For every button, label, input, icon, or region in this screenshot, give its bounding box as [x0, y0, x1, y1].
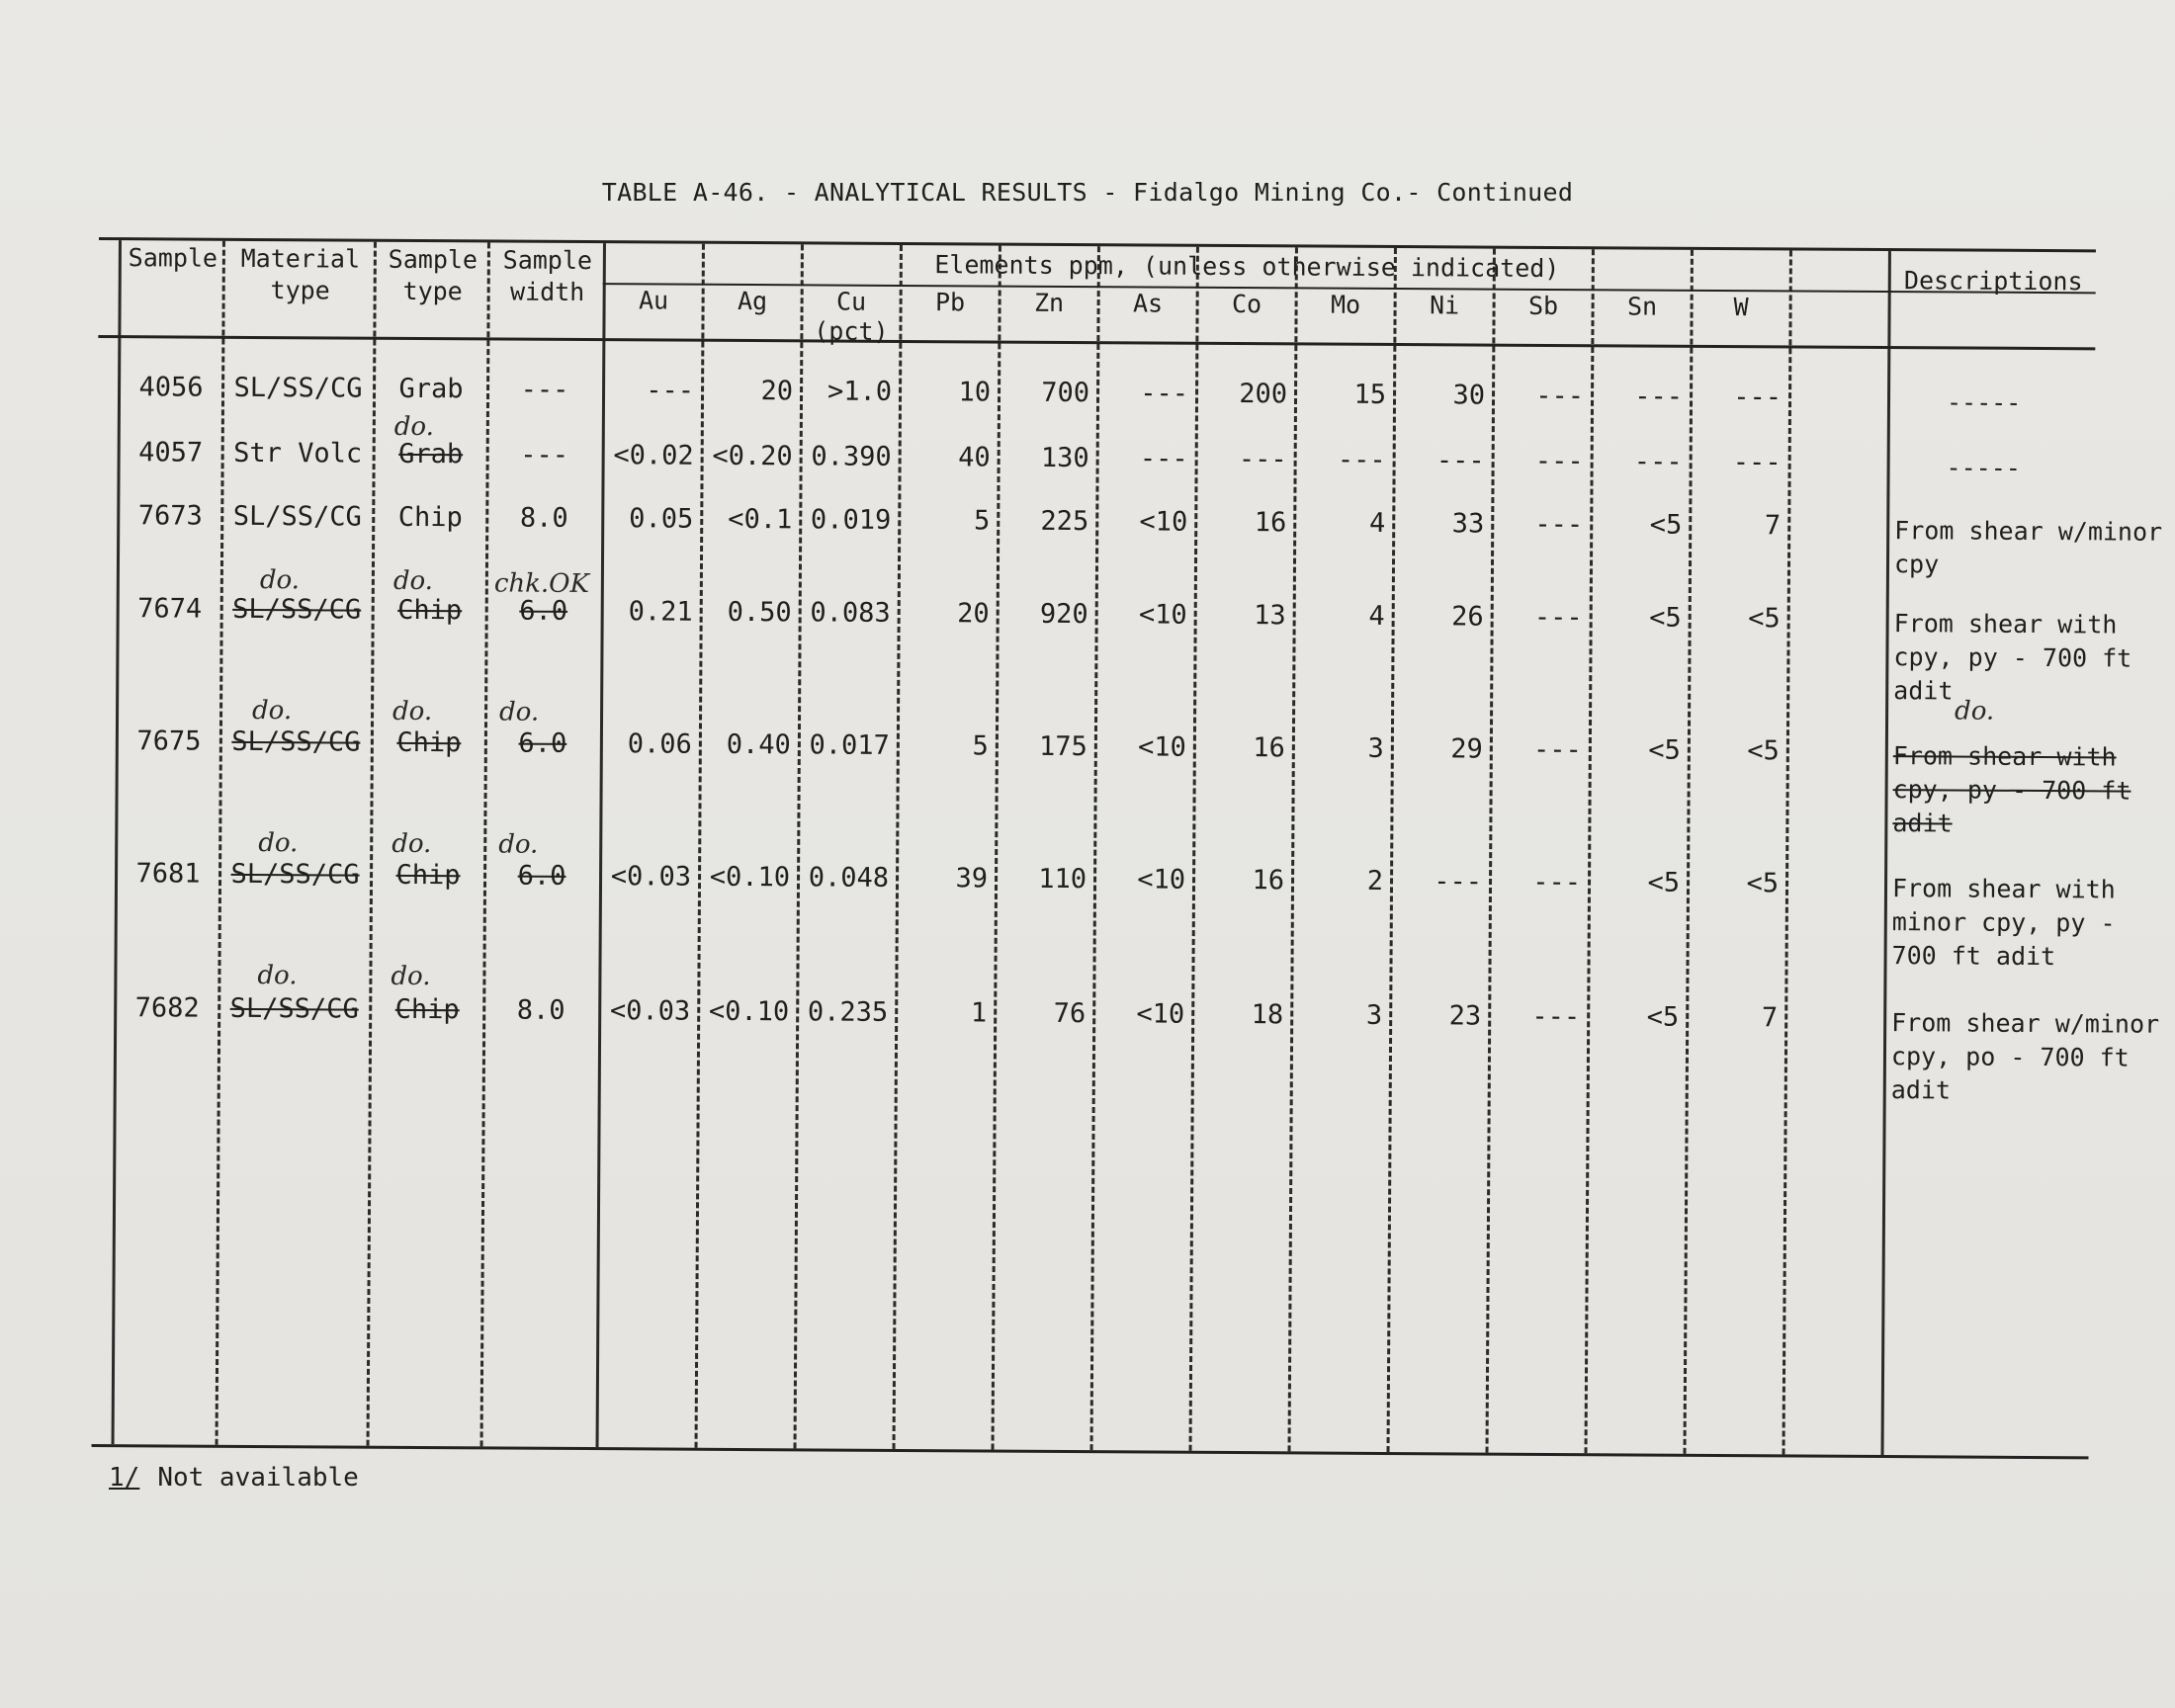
cell-cu: 0.017 [809, 729, 890, 761]
cell-au: <0.03 [609, 995, 691, 1027]
cell-zn: 920 [1039, 598, 1088, 631]
cell-zn: 225 [1040, 505, 1089, 538]
cell-material: SL/SS/CG [229, 992, 359, 1025]
cell-pb: 5 [973, 505, 991, 537]
cell-description: From shear with cpy, py - 700 ft adit [1893, 609, 2132, 706]
column-rule [1189, 247, 1199, 1451]
cell-ni: --- [1434, 866, 1483, 897]
cell-sn: <5 [1648, 734, 1681, 766]
cell-type: Grab [398, 373, 464, 405]
cell-sample: 7681 [135, 858, 201, 890]
cell-width: 6.0 [519, 595, 568, 627]
column-rule [1486, 249, 1496, 1453]
cell-sb: --- [1531, 1000, 1581, 1033]
column-rule [480, 242, 490, 1446]
header-sample-width-line1: Sample [502, 245, 593, 276]
column-rule [596, 243, 606, 1447]
cell-ag: <0.10 [709, 861, 791, 894]
handwritten-ditto: do. [392, 696, 433, 727]
cell-sb: --- [1534, 445, 1584, 477]
column-rule [1090, 246, 1100, 1450]
column-rule [1585, 249, 1595, 1453]
header-element-cu: Cu [835, 287, 867, 316]
cell-co: 200 [1239, 379, 1288, 410]
cell-co: 16 [1252, 865, 1285, 897]
header-sample-type-line1: Sample [388, 244, 478, 275]
handwritten-ditto: do. [258, 827, 299, 859]
cell-ag: 0.40 [726, 728, 791, 761]
column-rule [112, 240, 122, 1444]
analytical-results-table [92, 237, 2163, 1459]
handwritten-ditto: do. [251, 695, 293, 726]
cell-description: ----- [1946, 453, 2021, 482]
cell-width: 6.0 [517, 860, 566, 892]
header-element-sn: Sn [1626, 292, 1658, 321]
cell-type: Chip [397, 501, 463, 534]
header-sample-type-line2: type [402, 276, 463, 306]
cell-pb: 10 [958, 377, 992, 408]
cell-type: Chip [394, 993, 460, 1026]
cell-as: --- [1140, 378, 1189, 409]
cell-material: SL/SS/CG [231, 726, 361, 758]
cell-ag: 0.50 [727, 596, 792, 629]
cell-width: --- [520, 374, 569, 405]
cell-zn: 76 [1053, 997, 1087, 1030]
column-rule [695, 244, 705, 1448]
handwritten-ditto: do. [392, 565, 434, 597]
cell-type: Chip [397, 594, 463, 627]
header-element-pb: Pb [934, 288, 966, 317]
cell-description: From shear with cpy, py - 700 ft adit [1892, 741, 2132, 838]
handwritten-ditto: do. [498, 829, 539, 860]
handwritten-ditto: do. [1955, 696, 1995, 726]
column-rule [1288, 247, 1298, 1451]
cell-w: --- [1733, 382, 1783, 413]
handwritten-ditto: do. [392, 828, 432, 860]
header-elements-group: Elements ppm, (unless otherwise indicated) [934, 250, 1560, 284]
cell-au: --- [646, 375, 695, 406]
cell-w: <5 [1748, 603, 1781, 635]
cell-sb: --- [1533, 601, 1583, 634]
header-element-zn: Zn [1033, 288, 1065, 317]
header-element-ag: Ag [737, 286, 768, 316]
header-sample-width [492, 244, 603, 308]
cell-cu: 0.019 [810, 504, 892, 536]
column-rule [1684, 250, 1694, 1454]
cell-as: <10 [1137, 731, 1186, 763]
cell-cu: 0.048 [808, 862, 890, 894]
header-element-mo: Mo [1330, 290, 1361, 319]
cell-sample: 7682 [134, 992, 200, 1024]
cell-width: 6.0 [518, 727, 567, 759]
cell-ni: --- [1436, 445, 1485, 476]
cell-sn: --- [1633, 446, 1683, 477]
cell-sample: 7673 [137, 500, 203, 532]
cell-w: <5 [1746, 868, 1780, 899]
cell-co: 16 [1253, 732, 1285, 764]
cell-mo: --- [1337, 444, 1386, 475]
header-element-ni: Ni [1429, 291, 1460, 320]
cell-sn: --- [1634, 381, 1684, 412]
cell-width: 8.0 [516, 994, 566, 1026]
cell-type: Chip [395, 859, 461, 892]
footnote [109, 1463, 359, 1493]
cell-sn: <5 [1649, 509, 1683, 541]
header-cu-unit: (pct) [814, 316, 889, 346]
cell-au: 0.05 [629, 503, 694, 535]
cell-sb: --- [1532, 866, 1582, 898]
column-rule [794, 244, 804, 1448]
cell-ag: <0.1 [728, 503, 793, 536]
cell-sb: --- [1535, 380, 1585, 412]
column-rule [1881, 251, 1891, 1455]
cell-as: <10 [1137, 864, 1186, 896]
header-material-line1: Material [240, 243, 361, 274]
cell-au: <0.03 [610, 861, 692, 893]
cell-sn: <5 [1647, 867, 1681, 898]
cell-mo: 15 [1353, 379, 1387, 410]
cell-zn: 700 [1041, 377, 1090, 409]
cell-zn: 130 [1040, 442, 1089, 474]
cell-mo: 3 [1365, 999, 1383, 1031]
cell-w: 7 [1764, 510, 1782, 542]
cell-au: <0.02 [613, 440, 694, 471]
column-rule [1783, 250, 1792, 1454]
cell-co: 13 [1254, 600, 1286, 632]
header-sample-type [379, 244, 487, 308]
cell-ni: 26 [1451, 601, 1484, 633]
cell-sb: --- [1534, 508, 1584, 541]
cell-description: From shear with minor cpy, py - 700 ft adit [1891, 874, 2116, 972]
column-rule [1387, 248, 1397, 1452]
cell-cu: >1.0 [826, 376, 893, 407]
cell-w: 7 [1761, 1002, 1779, 1034]
cell-description: From shear w/minor cpy, po - 700 ft adit [1890, 1008, 2160, 1105]
cell-co: 16 [1254, 507, 1287, 539]
cell-au: 0.21 [628, 596, 693, 628]
cell-sn: <5 [1649, 602, 1682, 634]
column-rule [893, 245, 903, 1449]
header-descriptions: Descriptions [1903, 266, 2083, 297]
cell-mo: 2 [1366, 865, 1384, 897]
cell-material: SL/SS/CG [230, 858, 360, 891]
cell-cu: 0.235 [807, 996, 889, 1028]
cell-ag: <0.10 [708, 995, 790, 1028]
cell-description: From shear w/minor cpy [1893, 516, 2163, 579]
cell-material: SL/SS/CG [232, 500, 362, 533]
handwritten-ditto: do. [259, 565, 301, 596]
cell-pb: 1 [970, 997, 988, 1029]
header-element-au: Au [638, 286, 669, 315]
cell-type: Chip [396, 726, 462, 759]
cell-pb: 39 [955, 863, 989, 895]
cell-material: SL/SS/CG [232, 593, 362, 626]
header-sample: Sample [128, 243, 218, 273]
cell-ni: 33 [1451, 508, 1485, 540]
header-element-w: W [1733, 293, 1749, 322]
handwritten-ditto: do. [391, 961, 431, 992]
cell-pb: 20 [957, 598, 990, 630]
cell-cu: 0.083 [810, 597, 891, 629]
cell-co: 18 [1251, 999, 1284, 1031]
footnote-text: Not available [157, 1463, 359, 1493]
cell-sn: <5 [1646, 1001, 1680, 1033]
header-material [227, 243, 374, 307]
handwritten-ditto: do. [393, 411, 435, 443]
cell-as: <10 [1136, 998, 1185, 1030]
handwritten-ditto: do. [498, 697, 540, 727]
cell-ni: 29 [1450, 733, 1483, 765]
cell-mo: 4 [1368, 600, 1385, 632]
column-rule [216, 241, 225, 1445]
footnote-mark: 1/ [109, 1463, 140, 1493]
cell-zn: 175 [1038, 730, 1088, 763]
column-rule [367, 242, 377, 1446]
cell-material: SL/SS/CG [233, 372, 363, 404]
cell-w: --- [1732, 447, 1782, 478]
column-rule [992, 246, 1001, 1450]
header-element-co: Co [1231, 290, 1262, 319]
cell-ni: 23 [1448, 1000, 1482, 1032]
cell-as: --- [1139, 443, 1188, 474]
cell-sb: --- [1532, 733, 1582, 766]
cell-mo: 3 [1367, 732, 1384, 764]
cell-pb: 40 [958, 442, 991, 473]
cell-as: <10 [1139, 506, 1188, 538]
cell-mo: 4 [1368, 507, 1386, 539]
cell-sample: 7674 [137, 593, 203, 625]
cell-type: Grab [398, 438, 464, 470]
cell-co: --- [1238, 444, 1287, 475]
cell-description: ----- [1946, 387, 2022, 417]
header-material-line2: type [270, 276, 330, 305]
cell-w: <5 [1747, 735, 1780, 767]
cell-au: 0.06 [627, 728, 692, 760]
cell-as: <10 [1138, 599, 1187, 631]
cell-zn: 110 [1038, 863, 1088, 896]
cell-ag: 20 [760, 376, 794, 407]
handwritten-check: chk.OK [493, 568, 590, 600]
cell-sample: 4056 [138, 372, 204, 403]
header-element-sb: Sb [1527, 291, 1559, 321]
cell-material: Str Volc [233, 437, 363, 470]
cell-ag: <0.20 [712, 440, 793, 472]
handwritten-ditto: do. [257, 960, 298, 991]
cell-sample: 7675 [136, 726, 202, 757]
cell-pb: 5 [972, 730, 989, 762]
cell-sample: 4057 [138, 437, 204, 469]
table-title: TABLE A-46. - ANALYTICAL RESULTS - Fidalgo Mining Co.- Continued [601, 178, 1574, 207]
header-element-as: As [1132, 289, 1164, 318]
cell-width: 8.0 [519, 502, 568, 534]
cell-cu: 0.390 [811, 441, 892, 472]
header-sample-width-line2: width [509, 277, 585, 307]
cell-ni: 30 [1452, 380, 1486, 411]
cell-width: --- [520, 439, 569, 470]
